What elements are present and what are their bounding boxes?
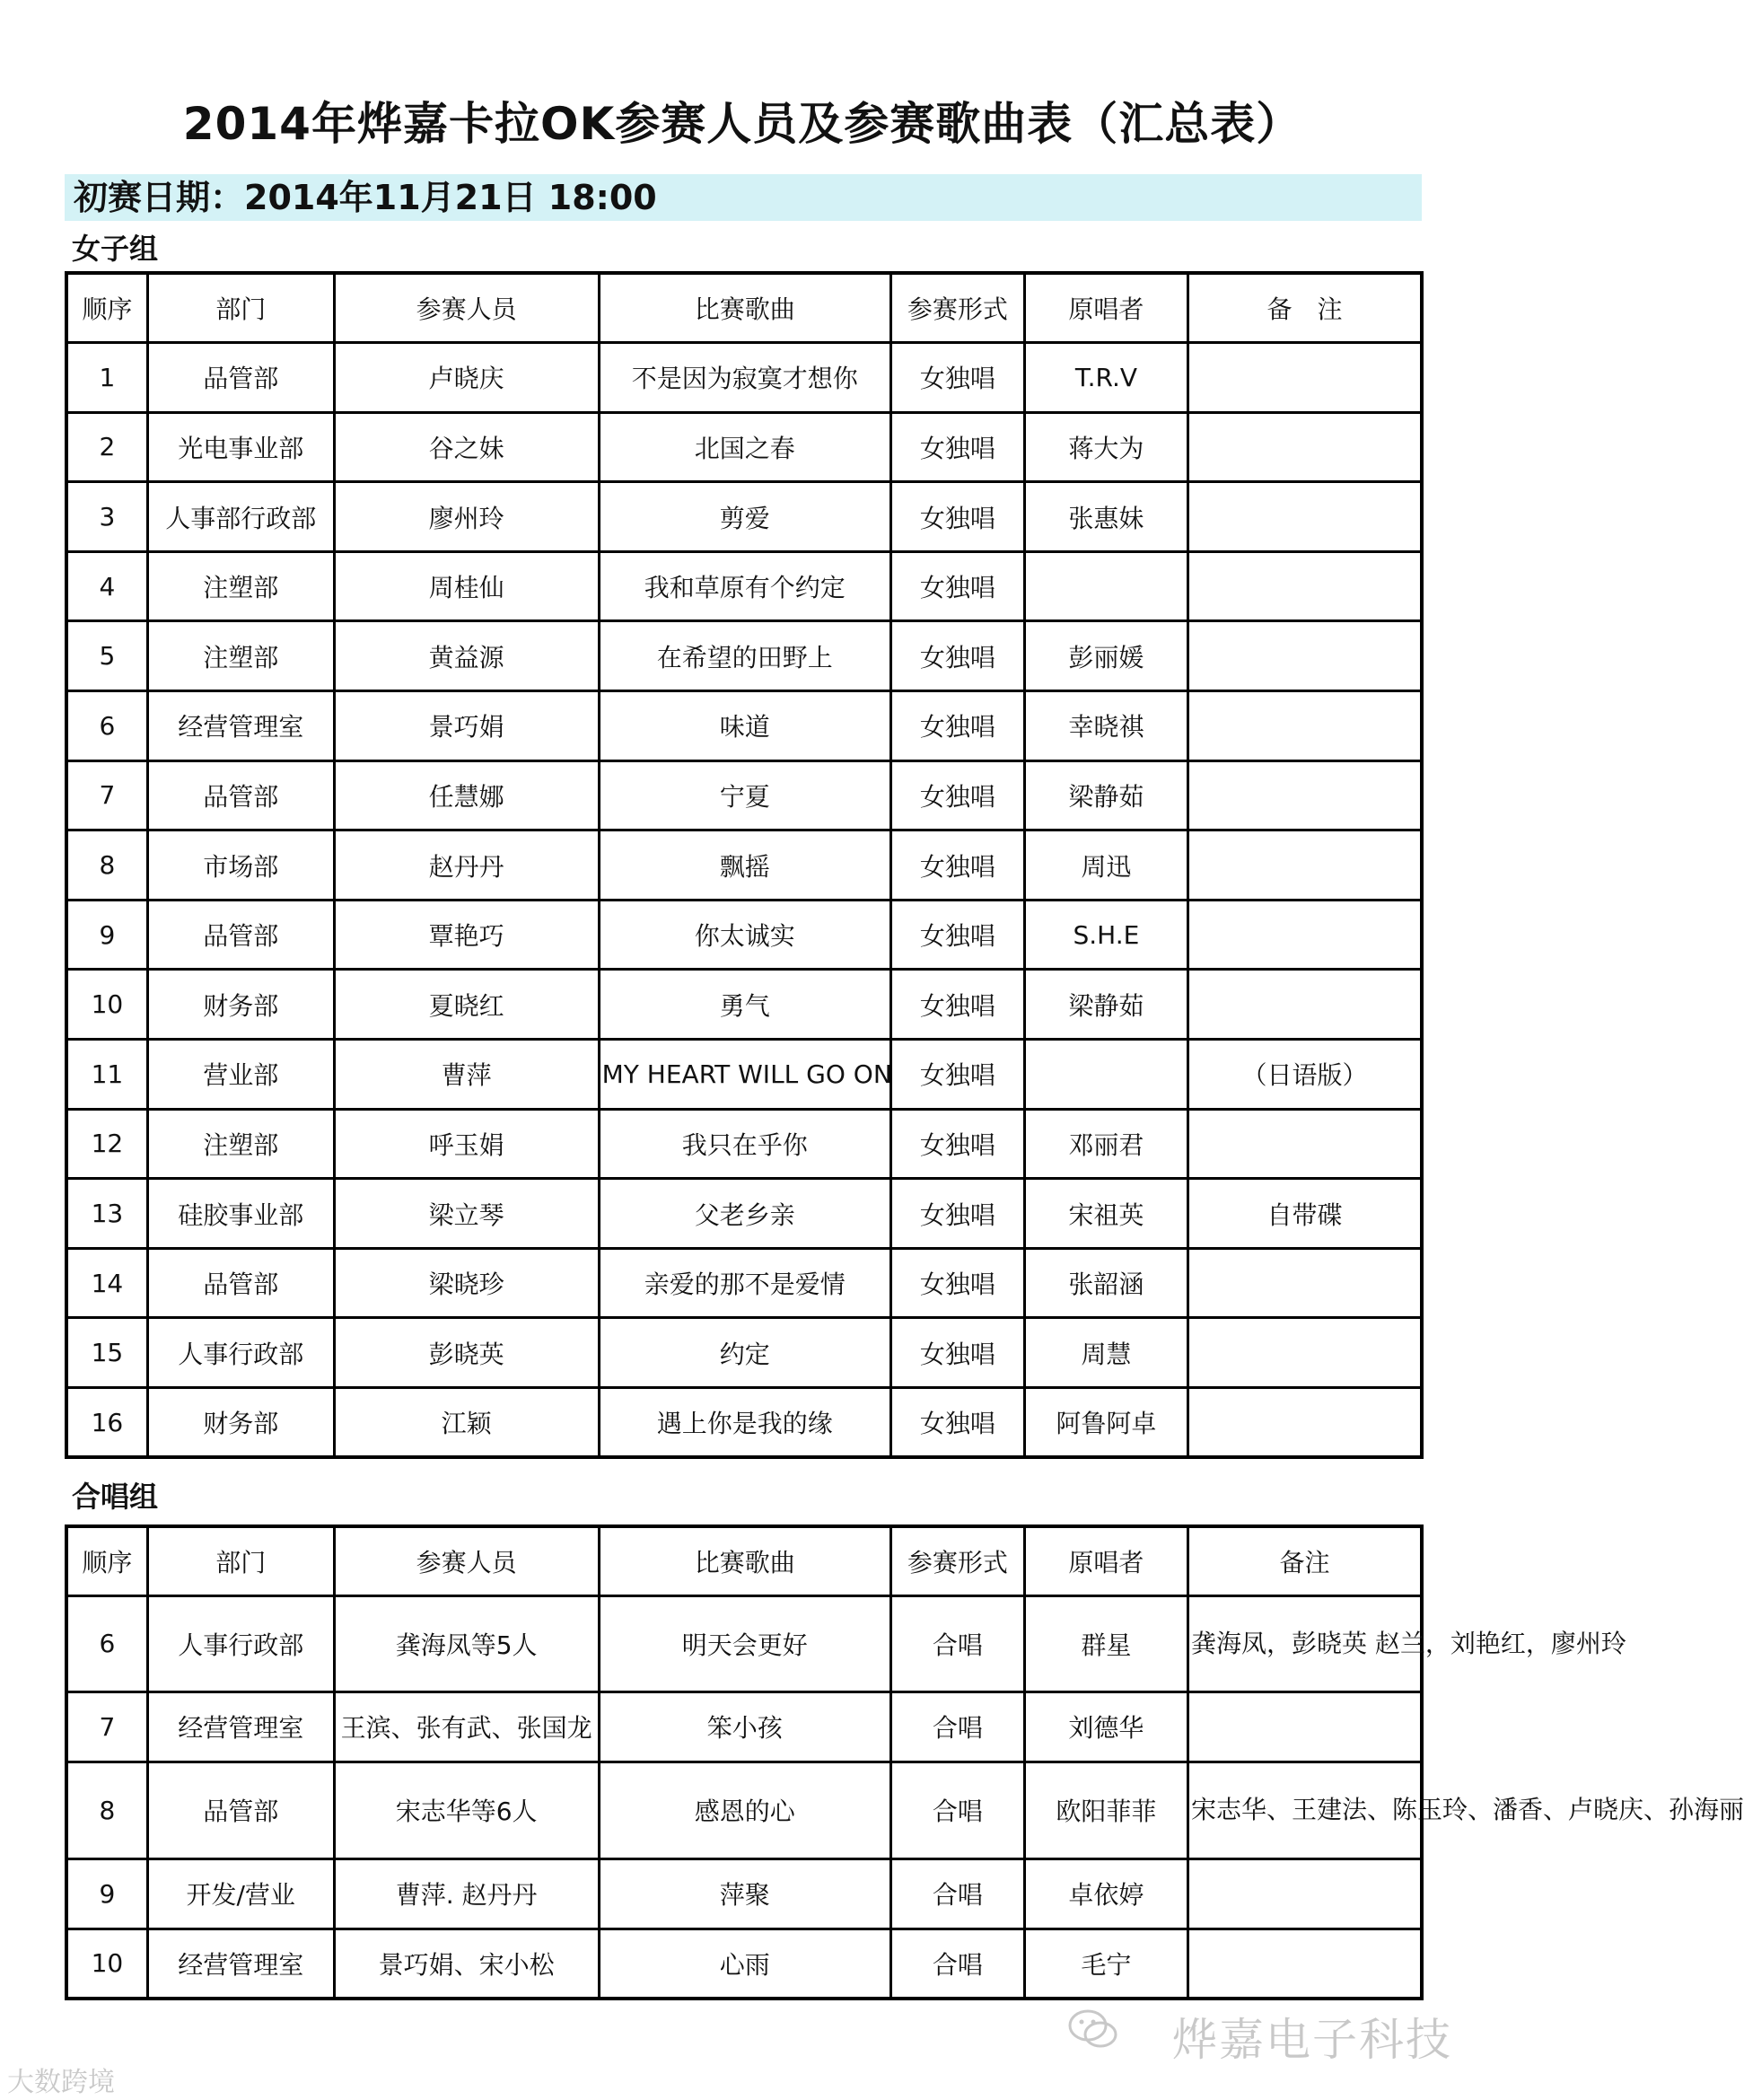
table-cell: 毛宁 bbox=[1024, 1929, 1187, 1999]
table-cell: 群星 bbox=[1024, 1595, 1187, 1691]
table-cell: 黄益源 bbox=[334, 621, 599, 691]
table-cell: 女独唱 bbox=[890, 900, 1024, 970]
table-cell bbox=[1188, 621, 1423, 691]
table-cell: 经营管理室 bbox=[147, 1691, 334, 1762]
table-cell bbox=[1188, 482, 1423, 552]
table-row bbox=[66, 1318, 1422, 1388]
table-cell: 卢晓庆 bbox=[334, 343, 599, 413]
table-cell: 合唱 bbox=[890, 1858, 1024, 1929]
table-row bbox=[66, 1179, 1422, 1249]
column-header: 部门 bbox=[147, 273, 334, 343]
table-cell: 自带碟 bbox=[1188, 1179, 1423, 1249]
table-cell: 阿鲁阿卓 bbox=[1024, 1388, 1187, 1458]
table-cell: 7 bbox=[66, 760, 147, 830]
table-cell: 亲爱的那不是爱情 bbox=[599, 1248, 890, 1318]
table-cell bbox=[1188, 970, 1423, 1040]
table-cell bbox=[1024, 1040, 1187, 1110]
table-cell: 合唱 bbox=[890, 1929, 1024, 1999]
table-cell: 梁静茹 bbox=[1024, 970, 1187, 1040]
table-row bbox=[66, 1388, 1422, 1458]
table-cell: 萍聚 bbox=[599, 1858, 890, 1929]
column-header: 备注 bbox=[1188, 1526, 1423, 1595]
table-cell: 品管部 bbox=[147, 1248, 334, 1318]
table-cell bbox=[1188, 1248, 1423, 1318]
table-cell: 彭晓英 bbox=[334, 1318, 599, 1388]
table-cell: 6 bbox=[66, 1595, 147, 1691]
table-cell: 9 bbox=[66, 1858, 147, 1929]
table-cell: 1 bbox=[66, 343, 147, 413]
table-cell: 品管部 bbox=[147, 900, 334, 970]
table-cell: 16 bbox=[66, 1388, 147, 1458]
table-cell: 约定 bbox=[599, 1318, 890, 1388]
table-cell bbox=[1188, 412, 1423, 482]
table-cell: 女独唱 bbox=[890, 830, 1024, 901]
table-cell: 幸晓祺 bbox=[1024, 691, 1187, 761]
table-cell: 女独唱 bbox=[890, 691, 1024, 761]
table-cell: 在希望的田野上 bbox=[599, 621, 890, 691]
table-row bbox=[66, 1691, 1422, 1762]
column-header: 部门 bbox=[147, 1526, 334, 1595]
table-cell: 注塑部 bbox=[147, 1109, 334, 1179]
table-header-row bbox=[66, 1526, 1422, 1595]
table-cell: 蒋大为 bbox=[1024, 412, 1187, 482]
table-cell: 笨小孩 bbox=[599, 1691, 890, 1762]
table-cell: 人事行政部 bbox=[147, 1595, 334, 1691]
table-cell: 感恩的心 bbox=[599, 1762, 890, 1858]
table-cell: 9 bbox=[66, 900, 147, 970]
table-cell: 营业部 bbox=[147, 1040, 334, 1110]
table-cell: 5 bbox=[66, 621, 147, 691]
table-cell: 注塑部 bbox=[147, 551, 334, 621]
table-cell: 12 bbox=[66, 1109, 147, 1179]
table-cell: 6 bbox=[66, 691, 147, 761]
table-cell: 7 bbox=[66, 1691, 147, 1762]
table-cell: 周迅 bbox=[1024, 830, 1187, 901]
table-cell: 4 bbox=[66, 551, 147, 621]
table-cell: 刘德华 bbox=[1024, 1691, 1187, 1762]
table-cell: 3 bbox=[66, 482, 147, 552]
page-title: 2014年烨嘉卡拉OK参赛人员及参赛歌曲表（汇总表） bbox=[182, 98, 1302, 150]
table-row bbox=[66, 1109, 1422, 1179]
table-cell bbox=[1188, 830, 1423, 901]
table-cell: 彭丽媛 bbox=[1024, 621, 1187, 691]
table-row bbox=[66, 1762, 1422, 1858]
table-cell: 北国之春 bbox=[599, 412, 890, 482]
table-row bbox=[66, 691, 1422, 761]
table-row bbox=[66, 1248, 1422, 1318]
table-cell: 13 bbox=[66, 1179, 147, 1249]
table-cell: （日语版） bbox=[1188, 1040, 1423, 1110]
column-header: 比赛歌曲 bbox=[599, 273, 890, 343]
table-cell: 女独唱 bbox=[890, 1179, 1024, 1249]
table-cell: 宁夏 bbox=[599, 760, 890, 830]
table-cell: 10 bbox=[66, 970, 147, 1040]
table-cell: 遇上你是我的缘 bbox=[599, 1388, 890, 1458]
group-label-female: 女子组 bbox=[72, 232, 159, 266]
table-cell: 邓丽君 bbox=[1024, 1109, 1187, 1179]
column-header: 原唱者 bbox=[1024, 273, 1187, 343]
table-cell: 女独唱 bbox=[890, 760, 1024, 830]
table-cell: 女独唱 bbox=[890, 343, 1024, 413]
table-cell: 女独唱 bbox=[890, 482, 1024, 552]
table-cell: 欧阳菲菲 bbox=[1024, 1762, 1187, 1858]
table-cell: 合唱 bbox=[890, 1691, 1024, 1762]
column-header: 参赛人员 bbox=[334, 273, 599, 343]
table-cell: 财务部 bbox=[147, 1388, 334, 1458]
table-cell: 江颖 bbox=[334, 1388, 599, 1458]
table-cell bbox=[1188, 1388, 1423, 1458]
table-cell: 梁立琴 bbox=[334, 1179, 599, 1249]
table-cell: 飘摇 bbox=[599, 830, 890, 901]
table-cell: 明天会更好 bbox=[599, 1595, 890, 1691]
table-cell: 勇气 bbox=[599, 970, 890, 1040]
table-cell: 女独唱 bbox=[890, 551, 1024, 621]
watermark-text: 烨嘉电子科技 bbox=[1172, 2014, 1452, 2066]
table-cell: 品管部 bbox=[147, 760, 334, 830]
table-cell: 8 bbox=[66, 1762, 147, 1858]
table-cell: 卓依婷 bbox=[1024, 1858, 1187, 1929]
table-cell: 10 bbox=[66, 1929, 147, 1999]
table-cell: 2 bbox=[66, 412, 147, 482]
table-cell: 梁晓珍 bbox=[334, 1248, 599, 1318]
column-header: 参赛形式 bbox=[890, 273, 1024, 343]
table-cell: 品管部 bbox=[147, 1762, 334, 1858]
group-label-chorus: 合唱组 bbox=[72, 1480, 159, 1514]
table-cell bbox=[1188, 1318, 1423, 1388]
table-cell: 开发/营业 bbox=[147, 1858, 334, 1929]
table-row bbox=[66, 970, 1422, 1040]
table-cell: 周桂仙 bbox=[334, 551, 599, 621]
table-cell: 谷之妹 bbox=[334, 412, 599, 482]
table-cell: 女独唱 bbox=[890, 621, 1024, 691]
table-cell: 市场部 bbox=[147, 830, 334, 901]
column-header: 备 注 bbox=[1188, 273, 1423, 343]
table-cell: 15 bbox=[66, 1318, 147, 1388]
table-cell bbox=[1188, 343, 1423, 413]
table-cell: 夏晓红 bbox=[334, 970, 599, 1040]
table-cell bbox=[1188, 1691, 1423, 1762]
chorus-group-table bbox=[65, 1524, 1744, 2000]
table-row bbox=[66, 551, 1422, 621]
table-cell: 女独唱 bbox=[890, 412, 1024, 482]
female-group-table bbox=[65, 271, 1424, 1459]
table-cell: 味道 bbox=[599, 691, 890, 761]
competition-date: 初赛日期：2014年11月21日 18:00 bbox=[65, 174, 1422, 221]
column-header: 顺序 bbox=[66, 1526, 147, 1595]
table-cell: 赵丹丹 bbox=[334, 830, 599, 901]
table-cell: 8 bbox=[66, 830, 147, 901]
column-header: 参赛形式 bbox=[890, 1526, 1024, 1595]
table-cell bbox=[1188, 1109, 1423, 1179]
table-row bbox=[66, 621, 1422, 691]
table-row bbox=[66, 482, 1422, 552]
table-cell: 王滨、张有武、张国龙 bbox=[334, 1691, 599, 1762]
table-cell: 合唱 bbox=[890, 1595, 1024, 1691]
table-cell: 不是因为寂寞才想你 bbox=[599, 343, 890, 413]
table-cell: 龚海凤，彭晓英 赵兰，刘艳红，廖州玲 bbox=[1188, 1595, 1423, 1691]
table-cell: 父老乡亲 bbox=[599, 1179, 890, 1249]
table-cell bbox=[1188, 551, 1423, 621]
column-header: 顺序 bbox=[66, 273, 147, 343]
table-cell: 女独唱 bbox=[890, 1109, 1024, 1179]
table-cell: 张韶涵 bbox=[1024, 1248, 1187, 1318]
table-cell: 张惠妹 bbox=[1024, 482, 1187, 552]
table-cell: 经营管理室 bbox=[147, 691, 334, 761]
column-header: 原唱者 bbox=[1024, 1526, 1187, 1595]
table-row bbox=[66, 1858, 1422, 1929]
table-cell: 品管部 bbox=[147, 343, 334, 413]
table-cell: 心雨 bbox=[599, 1929, 890, 1999]
table-cell: 剪爱 bbox=[599, 482, 890, 552]
table-cell bbox=[1188, 1929, 1423, 1999]
table-cell: 你太诚实 bbox=[599, 900, 890, 970]
table-cell: 光电事业部 bbox=[147, 412, 334, 482]
column-header: 参赛人员 bbox=[334, 1526, 599, 1595]
table-row bbox=[66, 1040, 1422, 1110]
table-row bbox=[66, 830, 1422, 901]
table-row bbox=[66, 1929, 1422, 1999]
table-cell: T.R.V bbox=[1024, 343, 1187, 413]
table-cell: 女独唱 bbox=[890, 1388, 1024, 1458]
table-cell: 廖州玲 bbox=[334, 482, 599, 552]
table-header-row bbox=[66, 273, 1422, 343]
table-cell: 人事行政部 bbox=[147, 1318, 334, 1388]
table-cell bbox=[1188, 760, 1423, 830]
table-cell: 宋志华、王建法、陈玉玲、潘香、卢晓庆、孙海丽 bbox=[1188, 1762, 1423, 1858]
table-cell: 我只在乎你 bbox=[599, 1109, 890, 1179]
column-header: 比赛歌曲 bbox=[599, 1526, 890, 1595]
table-cell: 覃艳巧 bbox=[334, 900, 599, 970]
table-cell: 曹萍 bbox=[334, 1040, 599, 1110]
table-cell: 梁静茹 bbox=[1024, 760, 1187, 830]
table-cell: 曹萍. 赵丹丹 bbox=[334, 1858, 599, 1929]
table-cell bbox=[1188, 1858, 1423, 1929]
table-cell: 人事部行政部 bbox=[147, 482, 334, 552]
table-row bbox=[66, 343, 1422, 413]
table-cell: S.H.E bbox=[1024, 900, 1187, 970]
table-cell: 周慧 bbox=[1024, 1318, 1187, 1388]
table-cell: 女独唱 bbox=[890, 1318, 1024, 1388]
table-cell: 14 bbox=[66, 1248, 147, 1318]
table-row bbox=[66, 412, 1422, 482]
table-cell bbox=[1188, 691, 1423, 761]
table-cell: 景巧娟、宋小松 bbox=[334, 1929, 599, 1999]
table-row bbox=[66, 1595, 1422, 1691]
table-cell: MY HEART WILL GO ON bbox=[599, 1040, 890, 1110]
table-row bbox=[66, 900, 1422, 970]
table-cell bbox=[1024, 551, 1187, 621]
table-cell: 我和草原有个约定 bbox=[599, 551, 890, 621]
table-cell: 财务部 bbox=[147, 970, 334, 1040]
table-cell: 宋志华等6人 bbox=[334, 1762, 599, 1858]
table-cell: 景巧娟 bbox=[334, 691, 599, 761]
table-cell: 女独唱 bbox=[890, 970, 1024, 1040]
table-cell: 合唱 bbox=[890, 1762, 1024, 1858]
wechat-icon bbox=[1068, 2008, 1118, 2051]
table-cell: 龚海凤等5人 bbox=[334, 1595, 599, 1691]
table-cell: 硅胶事业部 bbox=[147, 1179, 334, 1249]
table-cell: 女独唱 bbox=[890, 1248, 1024, 1318]
table-cell bbox=[1188, 900, 1423, 970]
table-cell: 经营管理室 bbox=[147, 1929, 334, 1999]
table-row bbox=[66, 760, 1422, 830]
table-cell: 注塑部 bbox=[147, 621, 334, 691]
corner-watermark: 大数跨境 bbox=[7, 2067, 115, 2098]
table-cell: 11 bbox=[66, 1040, 147, 1110]
table-cell: 宋祖英 bbox=[1024, 1179, 1187, 1249]
table-cell: 任慧娜 bbox=[334, 760, 599, 830]
table-cell: 呼玉娟 bbox=[334, 1109, 599, 1179]
table-cell: 女独唱 bbox=[890, 1040, 1024, 1110]
